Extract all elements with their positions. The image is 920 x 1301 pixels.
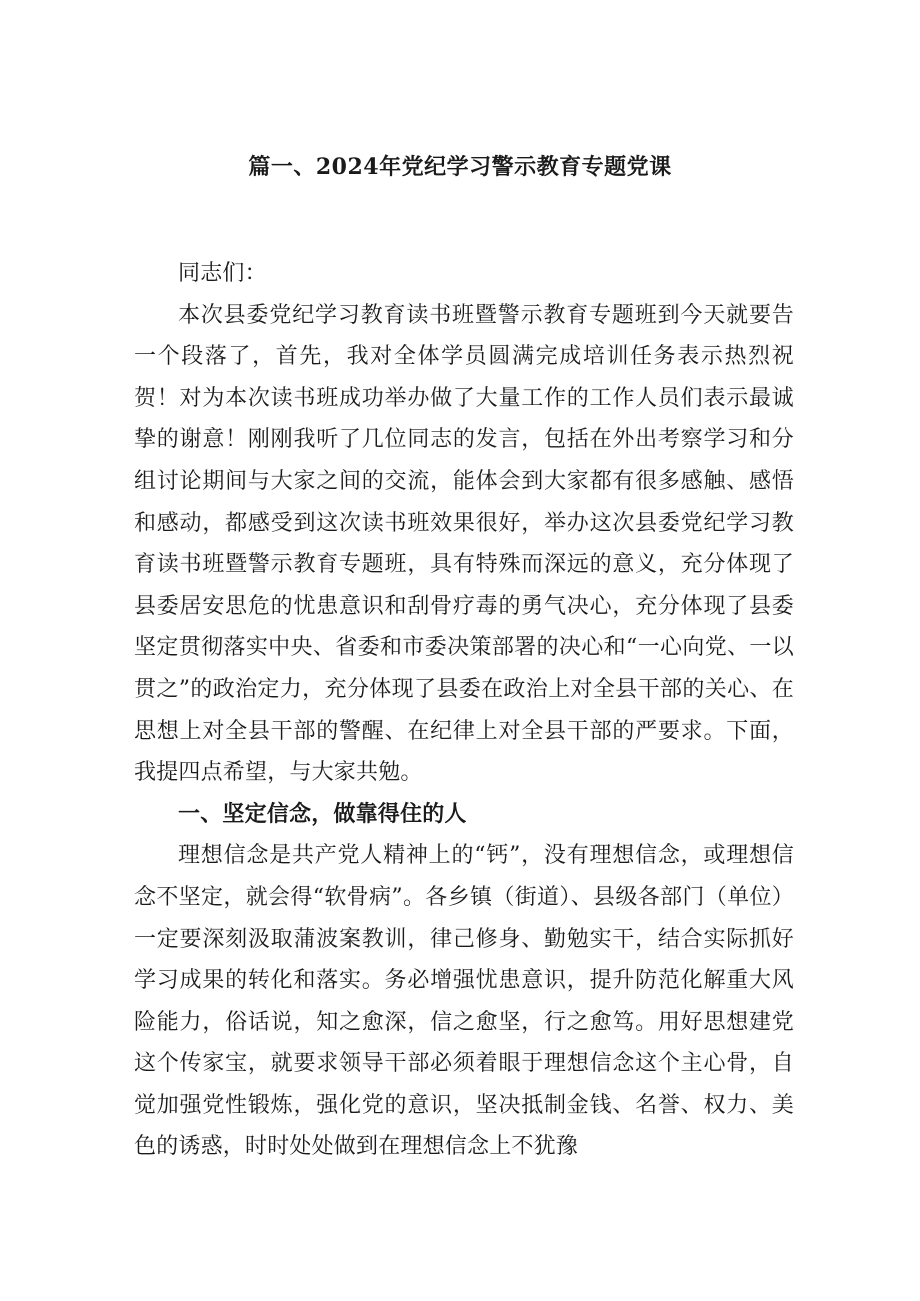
salutation: 同志们： bbox=[178, 261, 267, 286]
document-title: 篇一、2024年党纪学习警示教育专题党课 bbox=[248, 154, 672, 180]
paragraph-opening: 本次县委党纪学习教育读书班暨警示教育专题班到今天就要告一个段落了，首先，我对全体学员圆满完成培训任务表示热烈祝贺！对为本次读书班成功举办做了大量工作的工作人员们表示最诚挚的谢意！刚刚我听了几位同志的发言，包括在外出考察学习和分组讨论期间与大家之间的交流，能体会到大家都有很多感触、感悟和感动，都感受到这次读书班效果很好，举办这次县委党纪学习教育读书班暨警示教育专题班，具有特殊而深远的意义，充分体现了县委居安思危的忧患意识和刮骨疗毒的勇气决心，充分体现了县委坚定贯彻落实中央、省委和市委决策部署的决心和“一心向党、一以贯之”的政治定力，充分体现了县委在政治上对全县干部的关心、在思想上对全县干部的警醒、在纪律上对全县干部的严要求。下面，我提四点希望，与大家共勉。 bbox=[134, 302, 794, 786]
paragraph-section-one: 理想信念是共产党人精神上的“钙”，没有理想信念，或理想信念不坚定，就会得“软骨病”。各乡镇（街道）、县级各部门（单位）一定要深刻汲取蒲波案教训，律己修身、勤勉实干，结合实际抓好学习成果的转化和落实。务必增强忧患意识，提升防范化解重大风险能力，俗话说，知之愈深，信之愈坚，行之愈笃。用好思想建党这个传家宝，就要求领导干部必须着眼于理想信念这个主心骨，自觉加强党性锻炼，强化党的意识，坚决抵制金钱、名誉、权力、美色的诱惑，时时处处做到在理想信念上不犹豫 bbox=[134, 843, 794, 1160]
section-heading: 一、坚定信念，做靠得住的人 bbox=[178, 800, 467, 827]
document-body bbox=[134, 253, 794, 1168]
